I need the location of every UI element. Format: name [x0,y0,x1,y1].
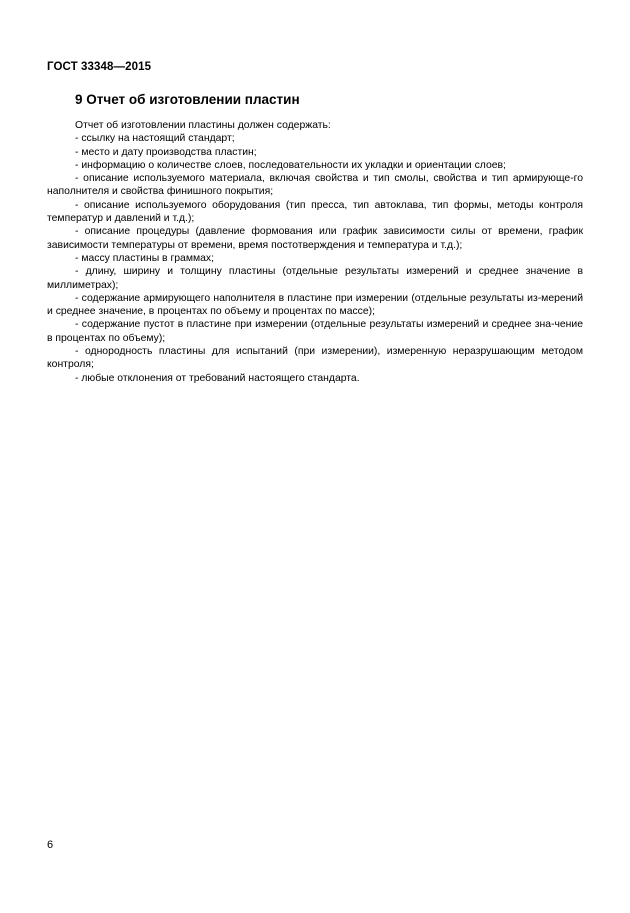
list-item: - содержание армирующего наполнителя в пластине при измерении (отдельные результаты из-мерений и среднее значение, в процентах по объему и процентах по массе); [47,292,583,318]
section-title: 9 Отчет об изготовлении пластин [75,92,300,107]
page-number: 6 [47,839,54,851]
section-body [47,119,583,385]
list-item: - описание используемого оборудования (тип пресса, тип автоклава, тип формы, методы контроля температур и давлений и т.д.); [47,199,583,225]
standard-code-header: ГОСТ 33348—2015 [47,61,152,73]
list-item: - массу пластины в граммах; [75,252,214,264]
list-item: - однородность пластины для испытаний (при измерении), измеренную неразрушающим методом контроля; [47,346,583,371]
list-item: - ссылку на настоящий стандарт; [75,133,235,145]
intro-paragraph: Отчет об изготовлении пластины должен содержать: [75,120,331,131]
list-item: - место и дату производства пластин; [75,146,257,158]
list-item: - информацию о количестве слоев, последовательности их укладки и ориентации слоев; [75,159,506,171]
list-item: - любые отклонения от требований настоящего стандарта. [75,372,360,384]
list-item: - описание процедуры (давление формования или график зависимости силы от времени, график зависимости температуры от времени, время постотверждения и температура и т.д.); [47,226,583,251]
list-item: - описание используемого материала, включая свойства и тип смолы, свойства и тип армирующе-го наполнителя и свойства финишного покрытия; [47,173,583,198]
list-item: - содержание пустот в пластине при измерении (отдельные результаты измерений и среднее зна-чение в процентах по объему); [47,319,583,344]
list-item: - длину, ширину и толщину пластины (отдельные результаты измерений и среднее значение в миллиметрах); [47,266,583,291]
